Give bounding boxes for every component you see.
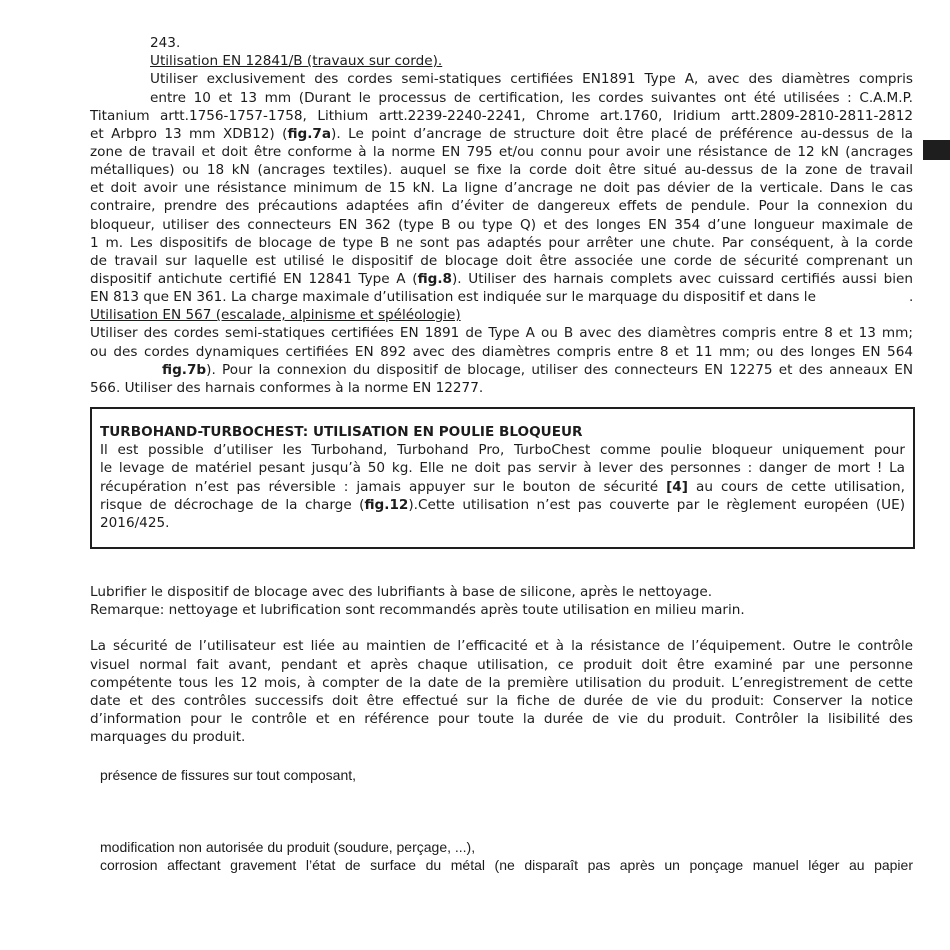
figure-ref-12: fig.12 xyxy=(364,496,409,513)
warning-box-title: TURBOHAND-TURBOCHEST: UTILISATION EN POULIE BLOQUEUR xyxy=(100,424,583,440)
page-tab-marker xyxy=(923,140,950,160)
list-item: présence de fissures sur tout composant, xyxy=(100,767,357,783)
button-ref-4: [4] xyxy=(666,478,688,495)
section-number: 243. xyxy=(150,35,181,51)
section-title-en12841b: Utilisation EN 12841/B (travaux sur corde). xyxy=(150,53,443,69)
figure-ref-7a: fig.7a xyxy=(287,126,332,142)
warning-box: TURBOHAND-TURBOCHEST: UTILISATION EN POULIE BLOQUEUR Il est possible d’utiliser les Turbohand, Turbohand Pro, TurboChest comme poulie bloqueur uniquement pour le levage de matériel pesant jusqu’à 50 kg. Elle ne doit pas servir à lever des personnes : danger de mort ! La récupération n’est pas réversible : jamais appuyer sur le bouton de sécurité [4] au cours de cette utilisation, risque de décrochage de la charge (fig.12).Cette utilisation n’est pas couverte par le règlement européen (UE) 2016/425. xyxy=(90,407,915,549)
list-item: corrosion affectant gravement l’état de surface du métal (ne disparaît pas après un ponçage manuel léger au papier xyxy=(100,857,913,873)
section-title-en567: Utilisation EN 567 (escalade, alpinisme et spéléologie) xyxy=(90,307,461,323)
list-item: modification non autorisée du produit (soudure, perçage, ...), xyxy=(100,839,476,855)
figure-ref-7b: fig.7b xyxy=(162,362,207,378)
figure-ref-8: fig.8 xyxy=(417,271,452,287)
